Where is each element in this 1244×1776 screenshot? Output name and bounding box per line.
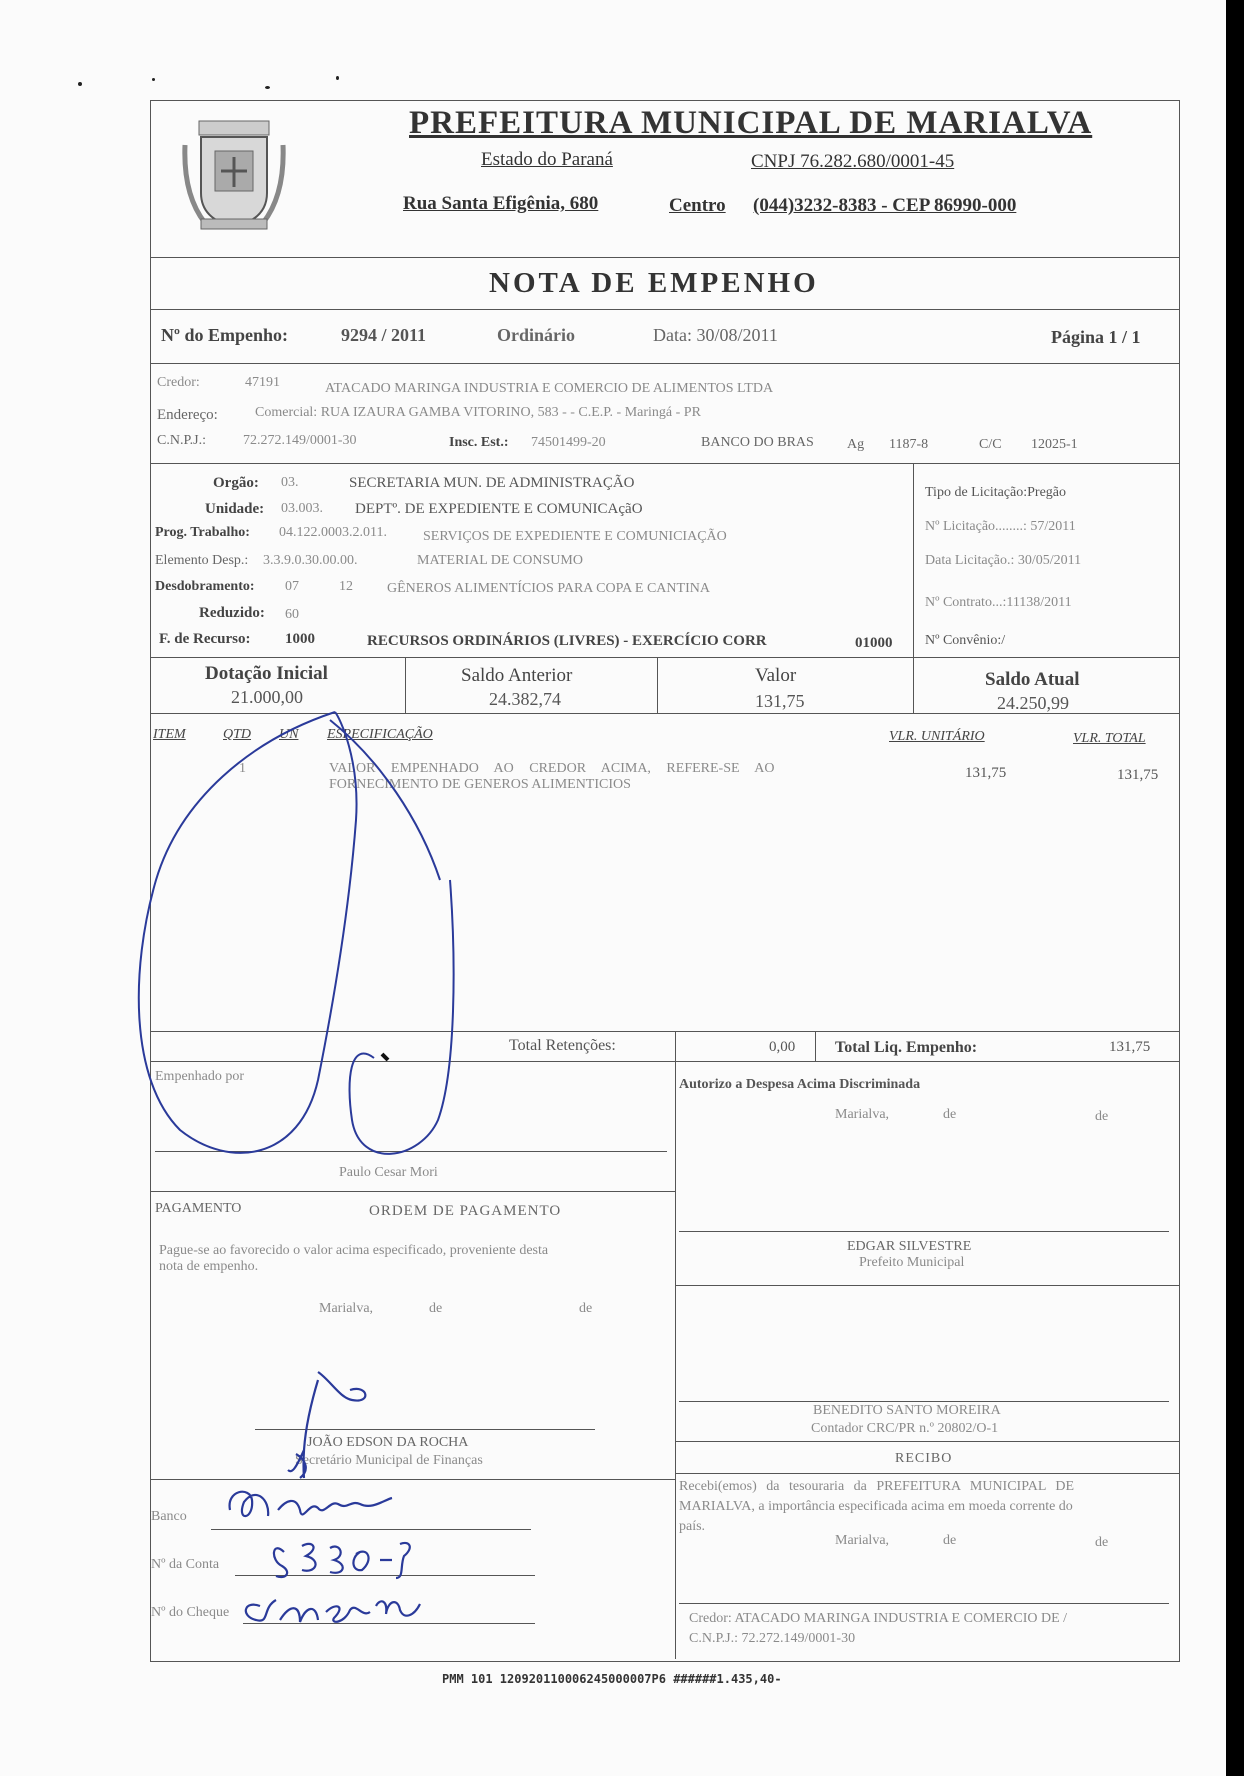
- credor-label: Credor:: [157, 375, 200, 390]
- recibo-city: Marialva,: [835, 1533, 890, 1548]
- empenho-type: Ordinário: [497, 325, 576, 345]
- divider: [151, 363, 1179, 364]
- recibo-de1: de: [943, 1533, 957, 1548]
- signature-line: [679, 1603, 1169, 1604]
- header-cnpj: CNPJ 76.282.680/0001-45: [751, 151, 955, 172]
- scan-speck: [265, 86, 270, 89]
- pagamento-name: JOÃO EDSON DA ROCHA: [307, 1435, 469, 1450]
- ordem-pagamento-label: ORDEM DE PAGAMENTO: [369, 1203, 562, 1219]
- col-header-spec: ESPECIFICAÇÃO: [327, 727, 433, 742]
- credor-cnpj-label: C.N.P.J.:: [157, 433, 207, 448]
- scan-speck: [152, 78, 155, 81]
- divider: [151, 1191, 675, 1192]
- valor-label: Valor: [755, 665, 797, 686]
- dotacao-inicial-value: 21.000,00: [231, 687, 303, 707]
- credor-name: ATACADO MARINGA INDUSTRIA E COMERCIO DE ALIMENTOS LTDA: [325, 381, 774, 396]
- elem-label: Elemento Desp.:: [155, 553, 249, 568]
- recibo-title: RECIBO: [895, 1451, 953, 1466]
- retencoes-value: 0,00: [769, 1039, 796, 1055]
- fonte-code-right: 01000: [855, 635, 893, 651]
- saldo-atual-value: 24.250,99: [997, 693, 1069, 713]
- desdob-b: 12: [339, 579, 353, 594]
- unidade-code: 03.003.: [281, 501, 323, 516]
- empenhado-name: Paulo Cesar Mori: [339, 1165, 438, 1180]
- licitacao-data: Data Licitação.: 30/05/2011: [925, 553, 1082, 568]
- item-qtd: 1: [239, 761, 246, 776]
- fonte-desc: RECURSOS ORDINÁRIOS (LIVRES) - EXERCÍCIO CORR: [367, 633, 767, 649]
- col-header-total: VLR. TOTAL: [1073, 731, 1146, 746]
- saldo-anterior-label: Saldo Anterior: [461, 665, 573, 686]
- conta-label: Nº da Conta: [151, 1557, 220, 1572]
- divider: [151, 1031, 1179, 1032]
- licitacao-contrato: Nº Contrato...:11138/2011: [925, 595, 1072, 610]
- header-state: Estado do Paraná: [481, 149, 613, 170]
- reduzido-value: 60: [285, 607, 299, 622]
- header-address: Rua Santa Efigênia, 680: [403, 193, 599, 214]
- divider: [675, 1473, 1179, 1474]
- doc-title: NOTA DE EMPENHO: [489, 267, 819, 299]
- retencoes-label: Total Retenções:: [509, 1037, 616, 1054]
- saldo-atual-label: Saldo Atual: [985, 669, 1080, 690]
- credor-cc-label: C/C: [979, 437, 1002, 452]
- recibo-cnpj: C.N.P.J.: 72.272.149/0001-30: [689, 1631, 856, 1646]
- nota-de-empenho-form: [150, 100, 1180, 1662]
- divider: [151, 309, 1179, 310]
- footer-code: PMM 101 120920110006245000007P6 ######1.435,40-: [442, 1672, 782, 1686]
- credor-ag-label: Ag: [847, 437, 865, 452]
- credor-bank: BANCO DO BRAS: [701, 435, 814, 450]
- prog-desc: SERVIÇOS DE EXPEDIENTE E COMUNICIAÇÃO: [423, 529, 727, 544]
- header-title: PREFEITURA MUNICIPAL DE MARIALVA: [409, 105, 1093, 141]
- conta-line: [235, 1575, 535, 1576]
- licitacao-tipo: Tipo de Licitação:Pregão: [925, 485, 1067, 500]
- credor-address-label: Endereço:: [157, 407, 218, 423]
- divider: [405, 657, 406, 713]
- header-phone-cep: (044)3232-8383 - CEP 86990-000: [753, 195, 1017, 216]
- pagamento-de2: de: [579, 1301, 593, 1316]
- prog-code: 04.122.0003.2.011.: [279, 525, 387, 540]
- item-spec-line2: FORNECIMENTO DE GENEROS ALIMENTICIOS: [329, 777, 631, 792]
- desdob-desc: GÊNEROS ALIMENTÍCIOS PARA COPA E CANTINA: [387, 581, 710, 596]
- divider: [913, 463, 914, 657]
- contador-name: BENEDITO SANTO MOREIRA: [813, 1403, 1001, 1418]
- pagamento-role: Secretário Municipal de Finanças: [295, 1453, 483, 1468]
- empenho-number: 9294 / 2011: [341, 325, 427, 345]
- recibo-text-line1: Recebi(emos) da tesouraria da PREFEITURA MUNICIPAL DE: [679, 1479, 1075, 1494]
- banco-line: [211, 1529, 531, 1530]
- orgao-label: Orgão:: [213, 475, 259, 491]
- pagamento-text-line2: nota de empenho.: [159, 1259, 259, 1274]
- empenho-date: Data: 30/08/2011: [653, 325, 778, 345]
- empenho-number-label: Nº do Empenho:: [161, 325, 288, 345]
- cheque-label: Nº do Cheque: [151, 1605, 230, 1620]
- autorizo-role: Prefeito Municipal: [859, 1255, 965, 1270]
- recibo-text-line2: MARIALVA, a importância especificada acima em moeda corrente do: [679, 1499, 1073, 1514]
- credor-cnpj: 72.272.149/0001-30: [243, 433, 357, 448]
- banco-label: Banco: [151, 1509, 187, 1524]
- col-header-qtd: QTD: [223, 727, 252, 742]
- divider: [151, 1061, 1179, 1062]
- contador-role: Contador CRC/PR n.º 20802/O-1: [811, 1421, 999, 1436]
- col-header-item: ITEM: [153, 727, 186, 742]
- licitacao-numero: Nº Licitação........: 57/2011: [925, 519, 1076, 534]
- fonte-label: F. de Recurso:: [159, 631, 251, 647]
- credor-insc: 74501499-20: [531, 435, 606, 450]
- dotacao-inicial-label: Dotação Inicial: [205, 663, 328, 684]
- divider: [913, 657, 914, 713]
- credor-cc: 12025-1: [1031, 437, 1078, 452]
- saldo-anterior-value: 24.382,74: [489, 689, 561, 709]
- empenhado-label: Empenhado por: [155, 1069, 245, 1084]
- desdob-a: 07: [285, 579, 299, 594]
- scan-speck: [78, 82, 82, 86]
- orgao-desc: SECRETARIA MUN. DE ADMINISTRAÇÃO: [349, 475, 635, 491]
- elem-code: 3.3.9.0.30.00.00.: [263, 553, 358, 568]
- recibo-credor: Credor: ATACADO MARINGA INDUSTRIA E COMERCIO DE /: [689, 1611, 1068, 1626]
- divider: [151, 713, 1179, 714]
- item-unit: 131,75: [965, 765, 1007, 781]
- divider: [151, 1479, 675, 1480]
- pagamento-city: Marialva,: [319, 1301, 374, 1316]
- elem-desc: MATERIAL DE CONSUMO: [417, 553, 583, 568]
- divider: [151, 257, 1179, 258]
- divider: [675, 1061, 676, 1659]
- municipal-crest-icon: [181, 115, 287, 233]
- liquido-value: 131,75: [1109, 1039, 1151, 1055]
- credor-address: Comercial: RUA IZAURA GAMBA VITORINO, 583 - - C.E.P. - Maringá - PR: [255, 405, 701, 420]
- col-header-unit: VLR. UNITÁRIO: [889, 729, 985, 744]
- autorizo-name: EDGAR SILVESTRE: [847, 1239, 972, 1254]
- orgao-code: 03.: [281, 475, 299, 490]
- autorizo-de2: de: [1095, 1109, 1109, 1124]
- autorizo-city: Marialva,: [835, 1107, 890, 1122]
- reduzido-label: Reduzido:: [199, 605, 265, 621]
- fonte-code: 1000: [285, 631, 315, 647]
- liquido-label: Total Liq. Empenho:: [835, 1039, 978, 1056]
- col-header-un: UN: [279, 727, 299, 742]
- credor-ag: 1187-8: [889, 437, 929, 452]
- empenho-page: Página 1 / 1: [1051, 327, 1141, 347]
- signature-line: [679, 1401, 1169, 1402]
- prog-label: Prog. Trabalho:: [155, 525, 250, 540]
- divider: [151, 463, 1179, 464]
- divider: [151, 657, 1179, 658]
- scan-edge: [1226, 0, 1244, 1776]
- divider: [675, 1441, 1179, 1442]
- credor-code: 47191: [245, 375, 280, 390]
- signature-line: [255, 1429, 595, 1430]
- credor-insc-label: Insc. Est.:: [449, 435, 509, 450]
- unidade-desc: DEPTº. DE EXPEDIENTE E COMUNICAçãO: [355, 501, 643, 517]
- item-total: 131,75: [1117, 767, 1159, 783]
- pagamento-text-line1: Pague-se ao favorecido o valor acima especificado, proveniente desta: [159, 1243, 549, 1258]
- scan-speck: [336, 76, 339, 80]
- signature-line: [679, 1231, 1169, 1232]
- autorizo-de1: de: [943, 1107, 957, 1122]
- licitacao-convenio: Nº Convênio:/: [925, 633, 1006, 648]
- divider: [675, 1031, 676, 1061]
- valor-value: 131,75: [755, 691, 805, 711]
- unidade-label: Unidade:: [205, 501, 265, 517]
- divider: [657, 657, 658, 713]
- item-spec-line1: VALOR EMPENHADO AO CREDOR ACIMA, REFERE-SE AO: [329, 761, 775, 776]
- recibo-de2: de: [1095, 1535, 1109, 1550]
- header-district: Centro: [669, 195, 726, 216]
- pagamento-label: PAGAMENTO: [155, 1201, 242, 1216]
- divider: [815, 1031, 816, 1061]
- cheque-line: [243, 1623, 535, 1624]
- desdob-label: Desdobramento:: [155, 579, 255, 594]
- recibo-text-line3: país.: [679, 1519, 706, 1534]
- pagamento-de1: de: [429, 1301, 443, 1316]
- autorizo-label: Autorizo a Despesa Acima Discriminada: [679, 1077, 921, 1092]
- signature-line: [155, 1151, 667, 1152]
- divider: [675, 1285, 1179, 1286]
